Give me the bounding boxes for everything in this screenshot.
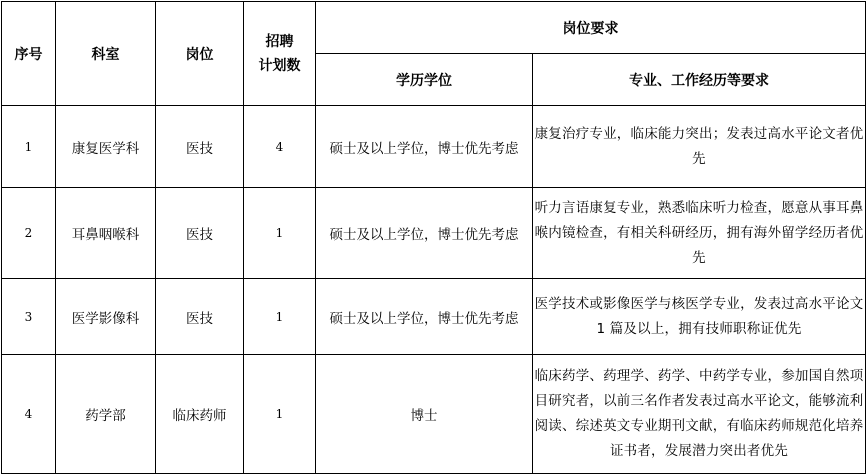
header-plan-line2: 计划数 xyxy=(258,57,301,74)
header-dept: 科室 xyxy=(56,2,156,106)
row-dept: 耳鼻咽喉科 xyxy=(56,188,156,279)
table-row xyxy=(2,355,866,474)
row-plan: 1 xyxy=(244,279,316,355)
row-degree: 硕士及以上学位，博士优先考虑 xyxy=(316,188,533,279)
header-major-experience: 专业、工作经历等要求 xyxy=(533,54,866,106)
table-row xyxy=(2,279,866,355)
row-requirement: 临床药学、药理学、药学、中药学专业，参加国自然项目研究者，以前三名作者发表过高水平论文，能够流利阅读、综述英文专业期刊文献，有临床药师规范化培养证书者，发展潜力突出者优先 xyxy=(533,355,866,474)
row-post: 临床药师 xyxy=(156,355,244,474)
recruitment-table xyxy=(1,1,866,474)
row-plan: 4 xyxy=(244,106,316,188)
header-plan-count xyxy=(244,2,316,106)
row-requirement: 医学技术或影像医学与核医学专业，发表过高水平论文 1 篇及以上，拥有技师职称证优先 xyxy=(533,279,866,355)
row-requirement: 康复治疗专业，临床能力突出；发表过高水平论文者优先 xyxy=(533,106,866,188)
row-plan: 1 xyxy=(244,188,316,279)
row-requirement: 听力言语康复专业，熟悉临床听力检查，愿意从事耳鼻喉内镜检查，有相关科研经历，拥有海外留学经历者优先 xyxy=(533,188,866,279)
row-post: 医技 xyxy=(156,279,244,355)
table-row xyxy=(2,106,866,188)
header-plan-line1: 招聘 xyxy=(265,33,294,50)
row-seq: 2 xyxy=(2,188,56,279)
row-degree: 博士 xyxy=(316,355,533,474)
row-degree: 硕士及以上学位，博士优先考虑 xyxy=(316,279,533,355)
row-post: 医技 xyxy=(156,188,244,279)
row-seq: 1 xyxy=(2,106,56,188)
row-dept: 医学影像科 xyxy=(56,279,156,355)
row-dept: 康复医学科 xyxy=(56,106,156,188)
header-seq: 序号 xyxy=(2,2,56,106)
row-plan: 1 xyxy=(244,355,316,474)
header-requirements: 岗位要求 xyxy=(316,2,866,54)
table-row xyxy=(2,188,866,279)
row-post: 医技 xyxy=(156,106,244,188)
header-post: 岗位 xyxy=(156,2,244,106)
row-dept: 药学部 xyxy=(56,355,156,474)
header-degree: 学历学位 xyxy=(316,54,533,106)
row-seq: 3 xyxy=(2,279,56,355)
row-seq: 4 xyxy=(2,355,56,474)
row-degree: 硕士及以上学位，博士优先考虑 xyxy=(316,106,533,188)
